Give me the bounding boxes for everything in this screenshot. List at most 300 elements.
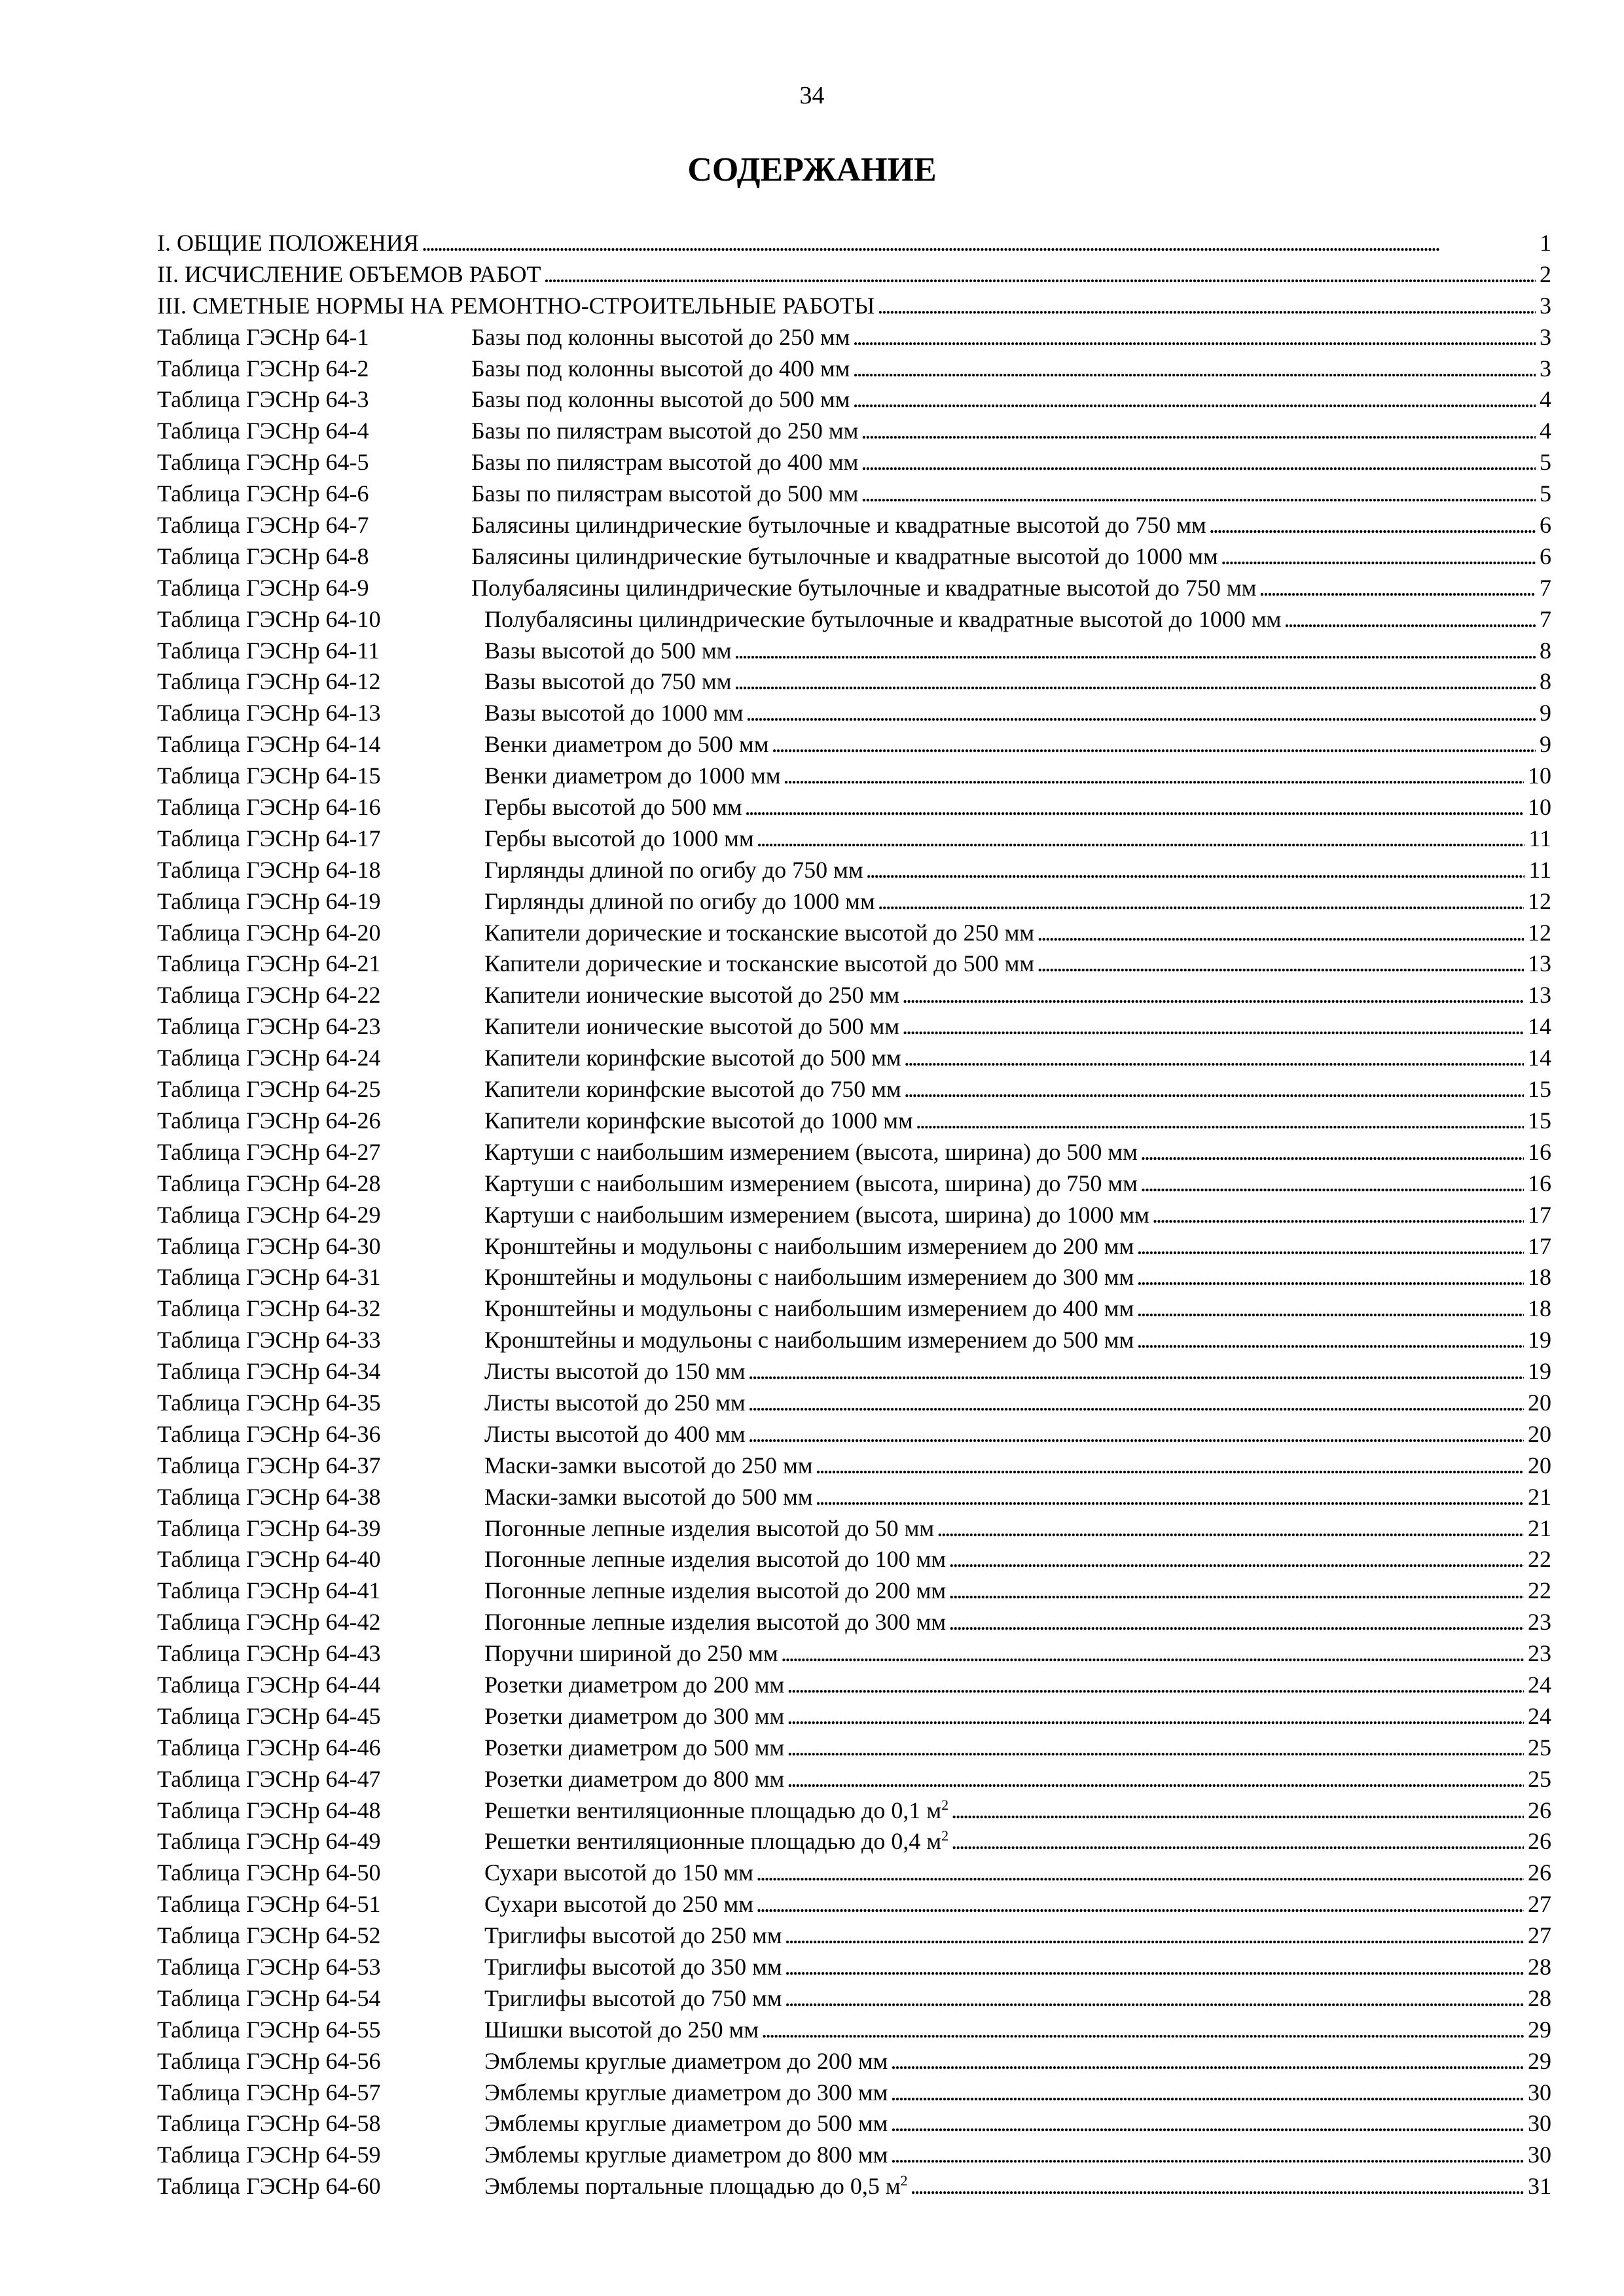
toc-table-title bbox=[484, 2077, 888, 2109]
toc-table-title-text: Эмблемы круглые диаметром до 200 мм bbox=[484, 2047, 888, 2074]
dot-leader bbox=[1259, 573, 1536, 604]
toc-table-title-text: Капители дорические и тосканские высотой до 250 мм bbox=[484, 919, 1035, 946]
toc-entry-table[interactable] bbox=[157, 447, 1551, 478]
toc-table-title-text: Венки диаметром до 1000 мм bbox=[484, 762, 781, 789]
table-of-contents bbox=[157, 228, 1551, 2202]
toc-page-number: 11 bbox=[1528, 825, 1551, 852]
toc-section-label: II. ИСЧИСЛЕНИЕ ОБЪЕМОВ РАБОТ bbox=[157, 260, 541, 287]
toc-table-code: Таблица ГЭСНр 64-1 bbox=[157, 323, 369, 350]
toc-table-code: Таблица ГЭСНр 64-2 bbox=[157, 355, 369, 382]
toc-table-title bbox=[484, 1074, 901, 1105]
dot-leader bbox=[757, 823, 1525, 855]
toc-entry-section[interactable] bbox=[157, 259, 1551, 291]
toc-table-title bbox=[484, 1168, 1138, 1200]
toc-table-title bbox=[484, 1638, 778, 1670]
toc-table-code: Таблица ГЭСНр 64-23 bbox=[157, 1013, 381, 1040]
toc-page-number: 4 bbox=[1540, 386, 1551, 413]
dot-leader bbox=[761, 2015, 1524, 2046]
toc-table-title bbox=[484, 2015, 759, 2046]
toc-page-number: 14 bbox=[1528, 1013, 1551, 1040]
toc-table-title-text: Розетки диаметром до 200 мм bbox=[484, 1671, 785, 1698]
toc-page-number: 28 bbox=[1528, 1984, 1551, 2011]
toc-page-number: 30 bbox=[1528, 2079, 1551, 2106]
toc-entry-table[interactable] bbox=[157, 823, 1551, 855]
toc-entry-table[interactable] bbox=[157, 478, 1551, 510]
toc-table-code: Таблица ГЭСНр 64-22 bbox=[157, 982, 381, 1009]
toc-table-code: Таблица ГЭСНр 64-55 bbox=[157, 2016, 381, 2043]
toc-table-code: Таблица ГЭСНр 64-19 bbox=[157, 888, 381, 914]
dot-leader bbox=[785, 1983, 1524, 2015]
toc-page-number: 25 bbox=[1528, 1765, 1551, 1792]
toc-page-number: 21 bbox=[1528, 1483, 1551, 1510]
toc-table-code: Таблица ГЭСНр 64-13 bbox=[157, 700, 381, 726]
toc-entry-table[interactable] bbox=[157, 353, 1551, 385]
toc-table-title bbox=[484, 823, 754, 855]
toc-table-title-text: Полубалясины цилиндрические бутылочные и квадратные высотой до 750 мм bbox=[471, 574, 1257, 601]
toc-table-code: Таблица ГЭСНр 64-37 bbox=[157, 1452, 381, 1479]
toc-table-title bbox=[484, 855, 863, 886]
toc-table-title-text: Капители ионические высотой до 500 мм bbox=[484, 1013, 900, 1040]
toc-table-title-text: Гирлянды длиной по огибу до 1000 мм bbox=[484, 888, 875, 914]
toc-table-code: Таблица ГЭСНр 64-34 bbox=[157, 1358, 381, 1385]
toc-entry-table[interactable] bbox=[157, 666, 1551, 698]
toc-table-title-text: Базы под колонны высотой до 500 мм bbox=[471, 386, 850, 413]
toc-entry-table[interactable] bbox=[157, 384, 1551, 416]
toc-table-code: Таблица ГЭСНр 64-52 bbox=[157, 1922, 381, 1949]
toc-table-title bbox=[484, 1388, 746, 1419]
toc-table-title-text: Маски-замки высотой до 250 мм bbox=[484, 1452, 813, 1479]
toc-entry-table[interactable] bbox=[157, 2015, 1551, 2046]
toc-page-number: 11 bbox=[1528, 856, 1551, 883]
dot-leader bbox=[734, 666, 1536, 698]
dot-leader bbox=[951, 1826, 1524, 1857]
dot-leader bbox=[902, 1011, 1524, 1043]
toc-table-title bbox=[484, 1043, 901, 1074]
toc-page-number: 23 bbox=[1528, 1640, 1551, 1667]
toc-table-title bbox=[484, 1952, 782, 1983]
toc-page-number: 10 bbox=[1528, 794, 1551, 821]
superscript: 2 bbox=[900, 2172, 908, 2189]
page-number: 34 bbox=[799, 82, 825, 109]
dot-leader bbox=[937, 1513, 1524, 1545]
toc-table-title bbox=[484, 1231, 1134, 1263]
toc-table-title bbox=[484, 886, 875, 918]
toc-entry-table[interactable] bbox=[157, 2108, 1551, 2140]
toc-table-code: Таблица ГЭСНр 64-51 bbox=[157, 1891, 381, 1918]
toc-table-title bbox=[484, 1889, 753, 1920]
toc-table-title bbox=[484, 1764, 784, 1795]
dot-leader bbox=[816, 1450, 1524, 1482]
toc-page-number: 7 bbox=[1540, 574, 1551, 601]
toc-table-code: Таблица ГЭСНр 64-49 bbox=[157, 1828, 381, 1855]
toc-table-title bbox=[484, 1920, 782, 1952]
toc-table-code: Таблица ГЭСНр 64-5 bbox=[157, 449, 369, 476]
toc-entry-table[interactable] bbox=[157, 1889, 1551, 1920]
toc-page-number: 3 bbox=[1540, 355, 1551, 382]
toc-table-title bbox=[484, 980, 899, 1011]
toc-page-number: 14 bbox=[1528, 1045, 1551, 1071]
dot-leader bbox=[902, 980, 1524, 1011]
toc-entry-table[interactable] bbox=[157, 2140, 1551, 2171]
page-title: СОДЕРЖАНИЕ bbox=[687, 151, 937, 188]
toc-page-number: 22 bbox=[1528, 1577, 1551, 1604]
toc-table-code: Таблица ГЭСНр 64-32 bbox=[157, 1295, 381, 1322]
toc-table-code: Таблица ГЭСНр 64-4 bbox=[157, 418, 369, 444]
toc-table-title bbox=[484, 636, 732, 667]
dot-leader bbox=[748, 1419, 1524, 1450]
toc-entry-table[interactable] bbox=[157, 1262, 1551, 1293]
toc-table-title-text: Листы высотой до 400 мм bbox=[484, 1420, 746, 1447]
toc-page-number: 20 bbox=[1528, 1420, 1551, 1447]
toc-table-title bbox=[484, 792, 742, 823]
toc-entry-table[interactable] bbox=[157, 1325, 1551, 1356]
toc-entry-table[interactable] bbox=[157, 1513, 1551, 1545]
dot-leader bbox=[904, 1074, 1524, 1105]
toc-entry-table[interactable] bbox=[157, 1701, 1551, 1732]
toc-entry-table[interactable] bbox=[157, 855, 1551, 886]
toc-page-number: 27 bbox=[1528, 1922, 1551, 1949]
dot-leader bbox=[890, 2108, 1524, 2140]
superscript: 2 bbox=[941, 1827, 949, 1844]
toc-entry-table[interactable] bbox=[157, 886, 1551, 918]
toc-entry-table[interactable] bbox=[157, 1200, 1551, 1231]
toc-entry-table[interactable] bbox=[157, 1670, 1551, 1701]
toc-table-title bbox=[484, 1262, 1134, 1293]
toc-table-title-text: Триглифы высотой до 350 мм bbox=[484, 1953, 782, 1980]
toc-page-number: 23 bbox=[1528, 1609, 1551, 1636]
toc-entry-table[interactable] bbox=[157, 1575, 1551, 1607]
toc-entry-table[interactable] bbox=[157, 1607, 1551, 1638]
toc-entry-table[interactable] bbox=[157, 1482, 1551, 1513]
toc-section-label: I. ОБЩИЕ ПОЛОЖЕНИЯ bbox=[157, 230, 419, 256]
toc-table-title-text: Погонные лепные изделия высотой до 300 мм bbox=[484, 1609, 947, 1636]
toc-table-title bbox=[484, 1450, 813, 1482]
dot-leader bbox=[748, 1388, 1524, 1419]
toc-table-code: Таблица ГЭСНр 64-7 bbox=[157, 512, 369, 539]
toc-table-title-text: Картуши с наибольшим измерением (высота, ширина) до 1000 мм bbox=[484, 1201, 1149, 1228]
toc-table-code: Таблица ГЭСНр 64-33 bbox=[157, 1327, 381, 1354]
toc-table-title-text: Листы высотой до 250 мм bbox=[484, 1389, 746, 1416]
toc-entry-table[interactable] bbox=[157, 636, 1551, 667]
dot-leader bbox=[785, 1920, 1524, 1952]
toc-page-number: 24 bbox=[1528, 1702, 1551, 1729]
toc-page-number: 26 bbox=[1528, 1797, 1551, 1823]
toc-table-title bbox=[484, 761, 780, 792]
toc-page-number: 17 bbox=[1528, 1232, 1551, 1259]
toc-entry-table[interactable] bbox=[157, 2171, 1551, 2202]
dot-leader bbox=[544, 259, 1536, 291]
toc-page-number: 3 bbox=[1540, 292, 1551, 319]
toc-entry-section[interactable] bbox=[157, 228, 1551, 259]
toc-table-code: Таблица ГЭСНр 64-12 bbox=[157, 668, 381, 695]
toc-page-number: 28 bbox=[1528, 1953, 1551, 1980]
toc-table-title-text: Базы под колонны высотой до 250 мм bbox=[471, 323, 850, 350]
toc-table-title bbox=[484, 1857, 753, 1889]
toc-table-code: Таблица ГЭСНр 64-16 bbox=[157, 794, 381, 821]
toc-table-code: Таблица ГЭСНр 64-20 bbox=[157, 919, 381, 946]
toc-page-number: 20 bbox=[1528, 1452, 1551, 1479]
toc-table-title-text: Маски-замки высотой до 500 мм bbox=[484, 1483, 813, 1510]
toc-table-code: Таблица ГЭСНр 64-56 bbox=[157, 2047, 381, 2074]
toc-page-number: 19 bbox=[1528, 1358, 1551, 1385]
dot-leader bbox=[771, 729, 1536, 761]
toc-table-title-text: Кронштейны и модульоны с наибольшим измерением до 300 мм bbox=[484, 1264, 1134, 1291]
toc-table-title bbox=[484, 1137, 1138, 1168]
toc-entry-table[interactable] bbox=[157, 1450, 1551, 1482]
toc-table-title-text: Гербы высотой до 1000 мм bbox=[484, 825, 754, 852]
toc-table-code: Таблица ГЭСНр 64-42 bbox=[157, 1609, 381, 1636]
toc-page-number: 15 bbox=[1528, 1076, 1551, 1103]
toc-table-title bbox=[484, 1105, 913, 1137]
toc-entry-table[interactable] bbox=[157, 1857, 1551, 1889]
toc-table-code: Таблица ГЭСНр 64-27 bbox=[157, 1138, 381, 1165]
toc-page-number: 26 bbox=[1528, 1828, 1551, 1855]
toc-entry-table[interactable] bbox=[157, 1638, 1551, 1670]
toc-entry-table[interactable] bbox=[157, 1795, 1551, 1827]
toc-table-code: Таблица ГЭСНр 64-48 bbox=[157, 1797, 381, 1823]
dot-leader bbox=[890, 2046, 1524, 2077]
dot-leader bbox=[861, 478, 1536, 510]
toc-table-title bbox=[484, 1200, 1149, 1231]
toc-table-title-text: Капители коринфские высотой до 1000 мм bbox=[484, 1107, 913, 1134]
dot-leader bbox=[916, 1105, 1524, 1137]
toc-table-title-text: Эмблемы круглые диаметром до 300 мм bbox=[484, 2079, 888, 2106]
toc-entry-table[interactable] bbox=[157, 416, 1551, 447]
toc-table-code: Таблица ГЭСНр 64-53 bbox=[157, 1953, 381, 1980]
dot-leader bbox=[756, 1889, 1524, 1920]
toc-table-code: Таблица ГЭСНр 64-29 bbox=[157, 1201, 381, 1228]
toc-table-code: Таблица ГЭСНр 64-26 bbox=[157, 1107, 381, 1134]
toc-page-number: 6 bbox=[1540, 543, 1551, 569]
toc-table-title-text: Розетки диаметром до 800 мм bbox=[484, 1765, 785, 1792]
dot-leader bbox=[756, 1857, 1524, 1889]
toc-entry-table[interactable] bbox=[157, 1105, 1551, 1137]
toc-table-title-text: Вазы высотой до 1000 мм bbox=[484, 700, 744, 726]
toc-table-title-text: Капители коринфские высотой до 750 мм bbox=[484, 1076, 901, 1103]
dot-leader bbox=[853, 384, 1536, 416]
dot-leader bbox=[1037, 948, 1524, 980]
dot-leader bbox=[734, 636, 1536, 667]
toc-table-title bbox=[484, 1983, 782, 2015]
toc-table-title-text: Кронштейны и модульоны с наибольшим измерением до 500 мм bbox=[484, 1327, 1134, 1354]
toc-table-title-text: Гербы высотой до 500 мм bbox=[484, 794, 742, 821]
toc-entry-table[interactable] bbox=[157, 1764, 1551, 1795]
toc-table-title-text: Капители дорические и тосканские высотой до 500 мм bbox=[484, 950, 1035, 977]
toc-table-title-text: Капители коринфские высотой до 500 мм bbox=[484, 1045, 901, 1071]
toc-table-code: Таблица ГЭСНр 64-17 bbox=[157, 825, 381, 852]
toc-entry-section[interactable] bbox=[157, 291, 1551, 322]
toc-table-title-text: Базы под колонны высотой до 400 мм bbox=[471, 355, 850, 382]
toc-table-title bbox=[484, 1607, 946, 1638]
toc-table-title-text: Шишки высотой до 250 мм bbox=[484, 2016, 759, 2043]
toc-table-code: Таблица ГЭСНр 64-6 bbox=[157, 480, 369, 507]
toc-entry-table[interactable] bbox=[157, 2077, 1551, 2109]
toc-table-title-text: Погонные лепные изделия высотой до 200 мм bbox=[484, 1577, 947, 1604]
dot-leader bbox=[1209, 510, 1536, 541]
toc-table-title bbox=[484, 666, 732, 698]
toc-entry-table[interactable] bbox=[157, 792, 1551, 823]
toc-entry-table[interactable] bbox=[157, 1074, 1551, 1105]
dot-leader bbox=[1136, 1262, 1524, 1293]
toc-entry-table[interactable] bbox=[157, 1952, 1551, 1983]
toc-table-title-text: Базы по пилястрам высотой до 400 мм bbox=[471, 449, 859, 476]
dot-leader bbox=[783, 761, 1524, 792]
toc-table-title bbox=[471, 322, 850, 353]
dot-leader bbox=[785, 1952, 1524, 1983]
toc-table-title bbox=[471, 478, 858, 510]
toc-entry-table[interactable] bbox=[157, 1356, 1551, 1388]
toc-table-title-text: Базы по пилястрам высотой до 250 мм bbox=[471, 418, 859, 444]
toc-entry-table[interactable] bbox=[157, 1011, 1551, 1043]
toc-table-title bbox=[484, 1544, 946, 1575]
toc-page-number: 18 bbox=[1528, 1264, 1551, 1291]
dot-leader bbox=[890, 2077, 1524, 2109]
dot-leader bbox=[781, 1638, 1524, 1670]
toc-table-code: Таблица ГЭСНр 64-31 bbox=[157, 1264, 381, 1291]
dot-leader bbox=[787, 1670, 1524, 1701]
toc-table-title-text: Гирлянды длиной по огибу до 750 мм bbox=[484, 856, 863, 883]
toc-table-title bbox=[471, 384, 850, 416]
toc-table-title-text: Эмблемы круглые диаметром до 800 мм bbox=[484, 2142, 888, 2168]
toc-table-title bbox=[484, 918, 1034, 949]
toc-table-code: Таблица ГЭСНр 64-3 bbox=[157, 386, 369, 413]
toc-table-title bbox=[471, 353, 850, 385]
toc-page-number: 19 bbox=[1528, 1327, 1551, 1354]
toc-table-code: Таблица ГЭСНр 64-47 bbox=[157, 1765, 381, 1792]
toc-entry-table[interactable] bbox=[157, 1231, 1551, 1263]
toc-entry-table[interactable] bbox=[157, 1419, 1551, 1450]
toc-entry-table[interactable] bbox=[157, 510, 1551, 541]
dot-leader bbox=[951, 1795, 1524, 1827]
toc-entry-table[interactable] bbox=[157, 1732, 1551, 1764]
toc-page-number: 16 bbox=[1528, 1138, 1551, 1165]
toc-page-number: 8 bbox=[1540, 637, 1551, 664]
toc-page-number: 13 bbox=[1528, 982, 1551, 1009]
toc-page-number: 9 bbox=[1540, 731, 1551, 758]
toc-entry-table[interactable] bbox=[157, 1388, 1551, 1419]
dot-leader bbox=[1221, 541, 1536, 573]
dot-leader bbox=[890, 2140, 1524, 2171]
toc-table-title-text: Кронштейны и модульоны с наибольшим измерением до 400 мм bbox=[484, 1295, 1134, 1322]
toc-table-code: Таблица ГЭСНр 64-50 bbox=[157, 1859, 381, 1886]
toc-page-number: 5 bbox=[1540, 449, 1551, 476]
dot-leader bbox=[746, 698, 1536, 729]
dot-leader bbox=[853, 353, 1536, 385]
toc-table-title bbox=[484, 1419, 746, 1450]
toc-table-code: Таблица ГЭСНр 64-14 bbox=[157, 731, 381, 758]
dot-leader bbox=[911, 2171, 1524, 2202]
dot-leader bbox=[866, 855, 1525, 886]
toc-entry-table[interactable] bbox=[157, 729, 1551, 761]
toc-table-code: Таблица ГЭСНр 64-57 bbox=[157, 2079, 381, 2106]
toc-entry-table[interactable] bbox=[157, 541, 1551, 573]
dot-leader bbox=[1284, 604, 1536, 636]
toc-table-title bbox=[484, 1701, 784, 1732]
dot-leader bbox=[745, 792, 1524, 823]
toc-table-title-text: Вазы высотой до 750 мм bbox=[484, 668, 732, 695]
toc-entry-table[interactable] bbox=[157, 698, 1551, 729]
toc-table-title-text: Эмблемы портальные площадью до 0,5 м bbox=[484, 2173, 901, 2200]
dot-leader bbox=[861, 447, 1536, 478]
toc-table-code: Таблица ГЭСНр 64-41 bbox=[157, 1577, 381, 1604]
toc-table-title bbox=[484, 948, 1034, 980]
toc-table-title bbox=[471, 541, 1218, 573]
dot-leader bbox=[877, 291, 1536, 322]
toc-entry-table[interactable] bbox=[157, 2046, 1551, 2077]
toc-table-title bbox=[471, 510, 1206, 541]
toc-table-title-text: Розетки диаметром до 300 мм bbox=[484, 1702, 785, 1729]
toc-table-title bbox=[484, 1482, 813, 1513]
toc-table-title-text: Балясины цилиндрические бутылочные и квадратные высотой до 1000 мм bbox=[471, 543, 1218, 569]
toc-table-code: Таблица ГЭСНр 64-9 bbox=[157, 574, 369, 601]
toc-section-label: III. СМЕТНЫЕ НОРМЫ НА РЕМОНТНО-СТРОИТЕЛЬНЫЕ РАБОТЫ bbox=[157, 292, 875, 319]
dot-leader bbox=[1140, 1168, 1524, 1200]
toc-table-title-text: Сухари высотой до 250 мм bbox=[484, 1891, 753, 1918]
toc-table-code: Таблица ГЭСНр 64-58 bbox=[157, 2110, 381, 2137]
toc-entry-table[interactable] bbox=[157, 604, 1551, 636]
toc-page-number: 29 bbox=[1528, 2016, 1551, 2043]
toc-page-number: 31 bbox=[1528, 2173, 1551, 2200]
toc-entry-table[interactable] bbox=[157, 1137, 1551, 1168]
toc-page-number: 3 bbox=[1540, 323, 1551, 350]
toc-entry-table[interactable] bbox=[157, 980, 1551, 1011]
toc-entry-table[interactable] bbox=[157, 1043, 1551, 1074]
toc-table-code: Таблица ГЭСНр 64-18 bbox=[157, 856, 381, 883]
toc-table-title-text: Балясины цилиндрические бутылочные и квадратные высотой до 750 мм bbox=[471, 512, 1206, 539]
dot-leader bbox=[853, 322, 1536, 353]
toc-page-number: 7 bbox=[1540, 605, 1551, 632]
toc-entry-table[interactable] bbox=[157, 918, 1551, 949]
toc-entry-table[interactable] bbox=[157, 948, 1551, 980]
toc-table-title-text: Полубалясины цилиндрические бутылочные и квадратные высотой до 1000 мм bbox=[484, 605, 1282, 632]
toc-entry-table[interactable] bbox=[157, 322, 1551, 353]
dot-leader bbox=[1140, 1137, 1524, 1168]
dot-leader bbox=[787, 1764, 1524, 1795]
toc-entry-table[interactable] bbox=[157, 1826, 1551, 1857]
toc-page-number: 5 bbox=[1540, 480, 1551, 507]
superscript: 2 bbox=[941, 1796, 949, 1813]
toc-page-number: 9 bbox=[1540, 700, 1551, 726]
toc-page-number: 13 bbox=[1528, 950, 1551, 977]
toc-table-title-text: Листы высотой до 150 мм bbox=[484, 1358, 746, 1385]
toc-page-number: 21 bbox=[1528, 1515, 1551, 1541]
toc-table-title bbox=[484, 2046, 888, 2077]
toc-entry-table[interactable] bbox=[157, 761, 1551, 792]
dot-leader bbox=[878, 886, 1524, 918]
toc-table-title bbox=[484, 1011, 899, 1043]
toc-table-title bbox=[484, 1670, 784, 1701]
toc-entry-table[interactable] bbox=[157, 1293, 1551, 1325]
dot-leader bbox=[1136, 1231, 1524, 1263]
dot-leader bbox=[948, 1575, 1524, 1607]
toc-table-title-text: Кронштейны и модульоны с наибольшим измерением до 200 мм bbox=[484, 1232, 1134, 1259]
toc-table-code: Таблица ГЭСНр 64-44 bbox=[157, 1671, 381, 1698]
toc-entry-table[interactable] bbox=[157, 1920, 1551, 1952]
toc-table-title bbox=[484, 1325, 1134, 1356]
toc-table-title bbox=[484, 1575, 946, 1607]
toc-entry-table[interactable] bbox=[157, 573, 1551, 604]
toc-table-title bbox=[484, 2140, 888, 2171]
toc-table-code: Таблица ГЭСНр 64-36 bbox=[157, 1420, 381, 1447]
toc-entry-table[interactable] bbox=[157, 1983, 1551, 2015]
dot-leader bbox=[948, 1544, 1524, 1575]
toc-table-code: Таблица ГЭСНр 64-40 bbox=[157, 1546, 381, 1573]
toc-table-code: Таблица ГЭСНр 64-24 bbox=[157, 1045, 381, 1071]
toc-entry-table[interactable] bbox=[157, 1544, 1551, 1575]
toc-entry-table[interactable] bbox=[157, 1168, 1551, 1200]
toc-page-number: 15 bbox=[1528, 1107, 1551, 1134]
toc-page-number: 16 bbox=[1528, 1170, 1551, 1196]
